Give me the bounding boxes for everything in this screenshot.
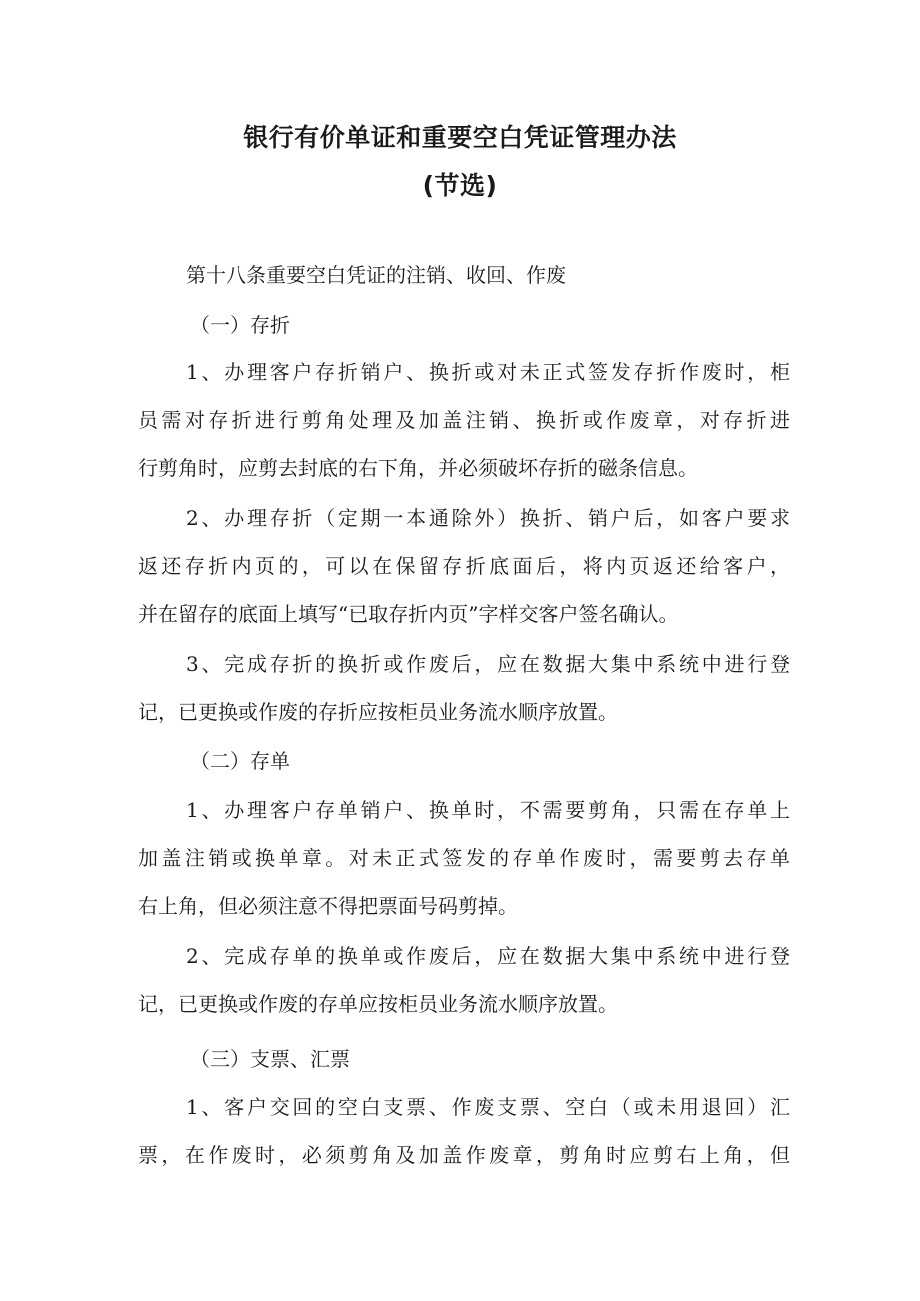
document-subtitle: (节选) [422, 171, 498, 200]
paragraph-line: 右上角，但必须注意不得把票面号码剪掉。 [138, 894, 518, 918]
paragraph-line: 3、完成存折的换折或作废后，应在数据大集中系统中进行登 [186, 652, 790, 676]
paragraph-line: 并在留存的底面上填写“已取存折内页”字样交客户签名确认。 [138, 602, 679, 626]
section-heading-passbook: （一）存折 [190, 313, 290, 337]
paragraph-line: 加盖注销或换单章。对未正式签发的存单作废时，需要剪去存单 [138, 846, 790, 870]
paragraph-line: 记，已更换或作废的存折应按柜员业务流水顺序放置。 [138, 700, 618, 724]
paragraph-line: 员需对存折进行剪角处理及加盖注销、换折或作废章，对存折进 [138, 408, 790, 432]
section-heading-cheques: （三）支票、汇票 [190, 1047, 350, 1071]
paragraph-line: 1、客户交回的空白支票、作废支票、空白（或未用退回）汇 [186, 1095, 790, 1119]
paragraph-line: 返还存折内页的，可以在保留存折底面后，将内页返还给客户， [138, 554, 790, 578]
section-heading-certificate: （二）存单 [190, 749, 290, 773]
paragraph-line: 记，已更换或作废的存单应按柜员业务流水顺序放置。 [138, 992, 618, 1016]
paragraph-line: 1、办理客户存折销户、换折或对未正式签发存折作废时，柜 [186, 360, 790, 384]
paragraph-line: 1、办理客户存单销户、换单时，不需要剪角，只需在存单上 [186, 798, 790, 822]
document-title: 银行有价单证和重要空白凭证管理办法 [243, 123, 677, 152]
paragraph-line: 2、办理存折（定期一本通除外）换折、销户后，如客户要求 [186, 506, 790, 530]
paragraph-line: 票，在作废时，必须剪角及加盖作废章，剪角时应剪右上角，但 [138, 1143, 790, 1167]
article-heading: 第十八条重要空白凭证的注销、收回、作废 [186, 263, 566, 287]
paragraph-line: 2、完成存单的换单或作废后，应在数据大集中系统中进行登 [186, 944, 790, 968]
paragraph-line: 行剪角时，应剪去封底的右下角，并必须破坏存折的磁条信息。 [138, 456, 698, 480]
